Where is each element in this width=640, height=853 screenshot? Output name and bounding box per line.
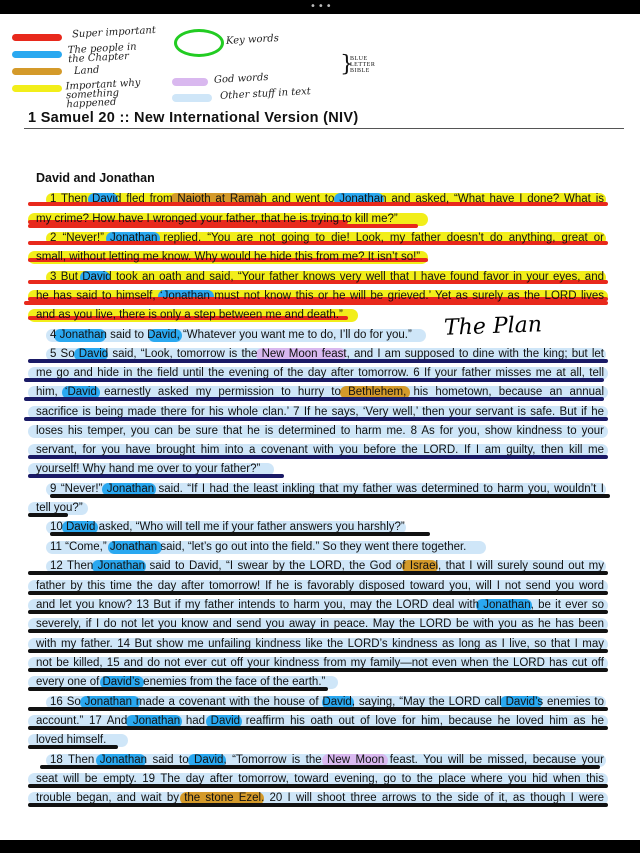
text-line: 4 Jonathan said to David, “Whatever you want me to do, I’ll do for you.”: [50, 329, 412, 341]
legend-swatch-other: [172, 94, 212, 102]
text-line: 2 “Never!” Jonathan replied. “You are not going to die! Look, my father doesn’t do anything, great or: [50, 232, 604, 244]
text-line: seat will be empty. 19 The day after tomorrow, toward evening, go to the place where you hid when this: [36, 773, 604, 785]
title-divider: [24, 128, 624, 129]
text-line: not be killed, 15 and do not ever cut off your kindness from my family—not even when the LORD has cut off: [36, 657, 604, 669]
text-line: 18 Then Jonathan said to David, “Tomorrow is the New Moon feast. You will be missed, because your: [50, 754, 604, 766]
text-line: trouble began, and wait by the stone Ezel. 20 I will shoot three arrows to the side of it, as though I were: [36, 792, 604, 804]
section-heading: David and Jonathan: [36, 171, 155, 185]
legend-label-important-why: Important why something happened: [65, 77, 141, 111]
legend-swatch-key-words: [174, 29, 224, 57]
legend-label-people: The people in the Chapter: [67, 41, 137, 66]
legend-label-super-important: Super important: [71, 24, 157, 41]
legend-label-other-stuff: Other stuff in text: [219, 86, 312, 102]
legend-swatch-yellow: [12, 85, 62, 92]
logo-brace-icon: }: [340, 52, 354, 77]
text-line: 5 So David said, “Look, tomorrow is the New Moon feast, and I am supposed to dine with the king; but let: [50, 348, 604, 360]
legend-swatch-land: [12, 68, 62, 75]
text-line: him, ‘David earnestly asked my permission to hurry to Bethlehem, his hometown, because an annual: [36, 386, 604, 398]
text-line: and as you live, there is only a step between me and death.”: [36, 309, 343, 321]
legend-label-land: Land: [73, 64, 100, 78]
legend-label-key-words: Key words: [225, 33, 280, 47]
text-line: 10 David asked, “Who will tell me if your father answers you harshly?”: [50, 521, 405, 533]
text-line: tell you?”: [36, 502, 83, 514]
legend-swatch-blue: [12, 51, 62, 58]
text-line: every one of David’s enemies from the face of the earth.”: [36, 676, 326, 688]
legend-label-god-words: God words: [213, 71, 269, 86]
top-bar: [0, 0, 640, 14]
text-line: severely, if I do not let you know and send you away in peace. May the LORD be with you as he has been: [36, 618, 604, 630]
text-line: loved himself.: [36, 734, 107, 746]
blue-letter-bible-logo: BLUE LETTER BIBLE: [350, 56, 376, 74]
text-line: 12 Then Jonathan said to David, “I swear by the LORD, the God of Israel, that I will surely sound out my: [50, 560, 604, 572]
more-dots-icon[interactable]: •••: [310, 1, 334, 12]
text-line: he has said to himself, ‘Jonathan must not know this or he will be grieved.’ Yet as surely as the LORD lives: [36, 290, 604, 302]
text-line: 11 “Come,” Jonathan said, “let’s go out into the field.” So they went there together.: [50, 541, 467, 553]
text-line: yourself! Why hand me over to your father?”: [36, 463, 261, 475]
text-line: father by this time the day after tomorrow! If he is favorably disposed toward you, will I not send you word: [36, 580, 604, 592]
text-line: account.” 17 And Jonathan had David reaffirm his oath out of love for him, because he loved him as he: [36, 715, 604, 727]
page-title: 1 Samuel 20 :: New International Version (NIV): [28, 110, 359, 126]
bottom-bar: [0, 840, 640, 853]
text-line: small, without letting me know. Why would he hide this from me? It isn’t so!”: [36, 251, 421, 263]
margin-note-the-plan: The Plan: [443, 312, 543, 341]
legend-swatch-god-words: [172, 78, 208, 86]
text-line: me go and hide in the field until the evening of the day after tomorrow. 6 If your father misses me at all, tell: [36, 367, 604, 379]
text-line: 3 But David took an oath and said, “Your father knows very well that I have found favor in your eyes, and: [50, 271, 604, 283]
text-line: loses his temper, you can be sure that he is determined to harm me. 8 As for you, show kindness to your: [36, 425, 604, 437]
document-page: [0, 14, 640, 840]
text-line: 9 “Never!” Jonathan said. “If I had the least inkling that my father was determined to harm you, wouldn’t I: [50, 483, 604, 495]
text-line: with my father. 14 But show me unfailing kindness like the LORD’s kindness as long as I live, so that I may: [36, 638, 604, 650]
text-line: and let you know? 13 But if my father intends to harm you, may the LORD deal with Jonathan, be it ever so: [36, 599, 604, 611]
text-line: my crime? How have I wronged your father, that he is trying to kill me?”: [36, 213, 398, 225]
text-line: 16 So Jonathan made a covenant with the house of David, saying, “May the LORD call David’s enemies to: [50, 696, 604, 708]
text-line: servant, for you have brought him into a covenant with you before the LORD. If I am guilty, then kill me: [36, 444, 604, 456]
text-line: sacrifice is being made there for his whole clan.’ 7 If he says, ‘Very well,’ then your servant is safe. But if he: [36, 406, 604, 418]
text-line: 1 Then David fled from Naioth at Ramah and went to Jonathan and asked, “What have I done? What is: [50, 193, 604, 205]
legend-swatch-red: [12, 34, 62, 41]
